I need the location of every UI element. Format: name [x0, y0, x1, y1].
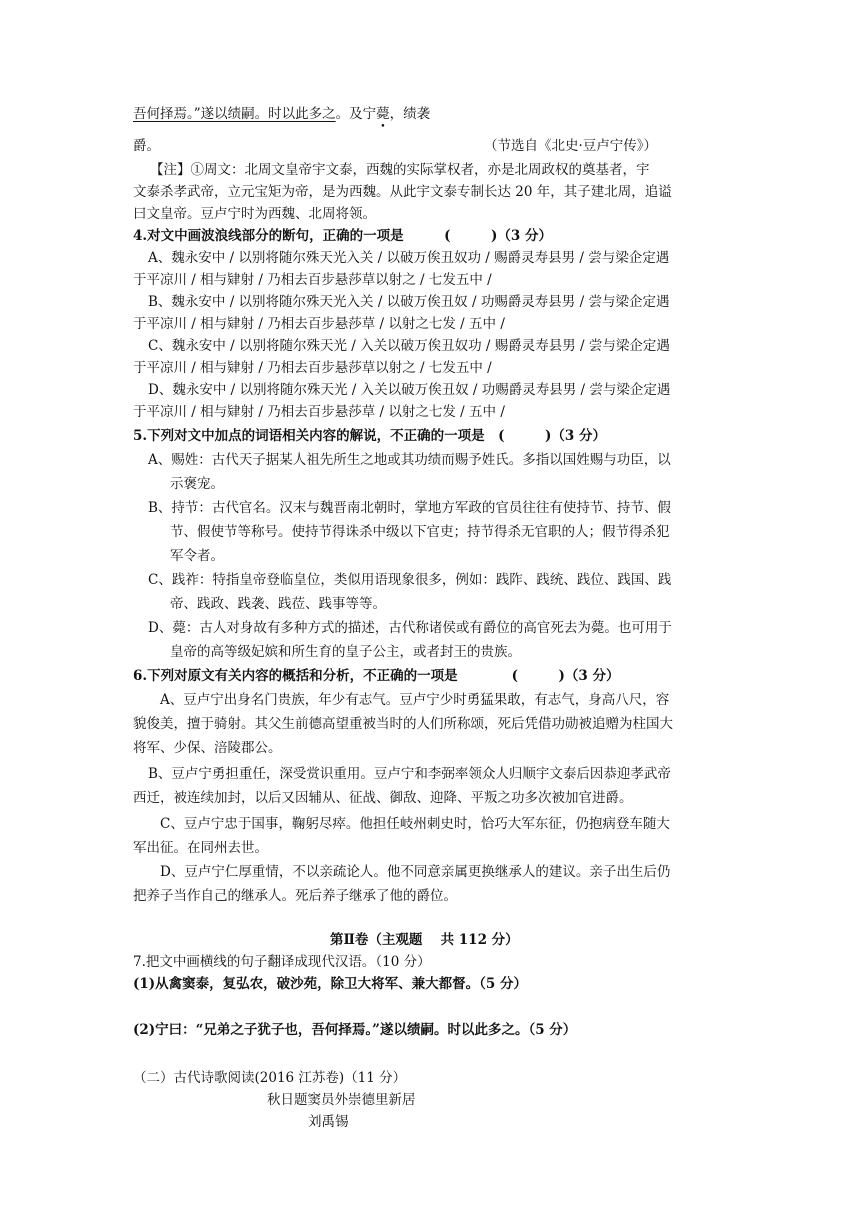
poem-author: 刘禹锡 — [308, 1114, 349, 1130]
q6-option-a-3: 将军、少保、涪陵郡公。 — [133, 740, 282, 756]
q7-sentence-1: (1)从禽窦泰，复弘农，破沙苑，除卫大将军、兼大都督。（5 分） — [133, 976, 528, 992]
q7-sentence-2: (2)宁曰：“兄弟之子犹子也，吾何择焉。”遂以绩嗣。时以此多之。（5 分） — [133, 1022, 577, 1038]
q4-option-c-2: 于平凉川 / 相与肄射 / 乃相去百步悬莎草以射之 / 七发五中 / — [133, 360, 492, 376]
q6-option-a-2: 貌俊美，擅于骑射。其父生前德高望重被当时的人们所称颂，死后凭借功勋被追赠为柱国大 — [133, 716, 673, 732]
dotted-char-hong: 薨 — [376, 106, 390, 122]
underlined-sentence-end: 吾何择焉。”遂以绩嗣。时以此多之 — [133, 106, 336, 122]
q5-option-a-1: A、赐姓：古代天子据某人祖先所生之地或其功绩而赐予姓氏。多指以国姓赐与功臣，以 — [148, 452, 671, 468]
q6-option-a-1: A、豆卢宁出身名门贵族，年少有志气。豆卢宁少时勇猛果敢，有志气，身高八尺，容 — [160, 692, 670, 708]
note-line-3: 曰文皇帝。豆卢宁时为西魏、北周将领。 — [133, 206, 376, 222]
q6-option-d-1: D、豆卢宁仁厚重情，不以亲疏论人。他不同意亲属更换继承人的建议。亲子出生后仍 — [160, 864, 671, 880]
q5-option-d-2: 皇帝的高等级妃嫔和所生育的皇子公主，或者封王的贵族。 — [170, 644, 521, 660]
q4-option-b-1: B、魏永安中 / 以别将随尔殊天光入关 / 以破万俟丑奴 / 功赐爵灵寿县男 / 尝与梁企定遇 — [148, 294, 670, 310]
q4-option-a-1: A、魏永安中 / 以别将随尔殊天光入关 / 以破万俟丑奴功 / 赐爵灵寿县男 / 尝与梁企定遇 — [148, 250, 670, 266]
q4-option-a-2: 于平凉川 / 相与肄射 / 乃相去百步悬莎草以射之 / 七发五中 / — [133, 272, 492, 288]
q5-option-b-3: 军令者。 — [170, 548, 224, 564]
q6-option-d-2: 把养子当作自己的继承人。死后养子继承了他的爵位。 — [133, 888, 457, 904]
q6-option-b-1: B、豆卢宁勇担重任，深受赏识重用。豆卢宁和李弼率领众人归顺宇文泰后因恭迎孝武帝 — [148, 766, 671, 782]
q6-option-c-2: 军出征。在同州去世。 — [133, 840, 268, 856]
q6-option-c-1: C、豆卢宁忠于国事，鞠躬尽瘁。他担任岐州刺史时，恰巧大军东征，仍抱病登车随大 — [160, 816, 670, 832]
q5-option-b-2: 节、假使节等称号。使持节得诛杀中级以下官吏；持节得杀无官职的人；假节得杀犯 — [170, 524, 670, 540]
q4-option-b-2: 于平凉川 / 相与肄射 / 乃相去百步悬莎草 / 以射之七发 / 五中 / — [133, 316, 505, 332]
q5-option-c-2: 帝、践政、践袭、践莅、践事等等。 — [170, 596, 386, 612]
poetry-section-heading: （二）古代诗歌阅读(2016 江苏卷)（11 分） — [133, 1070, 407, 1086]
q4-stem: 4.对文中画波浪线部分的断句，正确的一项是 ( )（3 分） — [133, 228, 552, 244]
q4-option-d-2: 于平凉川 / 相与肄射 / 乃相去百步悬莎草 / 以射之七发 / 五中 / — [133, 404, 505, 420]
poem-title: 秋日题窦员外崇德里新居 — [267, 1092, 416, 1108]
q7-stem: 7.把文中画横线的句子翻译成现代汉语。（10 分） — [133, 954, 431, 970]
q6-stem: 6.下列对原文有关内容的概括和分析，不正确的一项是 ( )（3 分） — [133, 668, 620, 684]
passage-end-line-1: 吾何择焉。”遂以绩嗣。时以此多之。及宁薨，绩袭 — [133, 106, 431, 122]
q5-stem: 5.下列对文中加点的词语相关内容的解说，不正确的一项是 ( )（3 分） — [133, 428, 606, 444]
q4-option-c-1: C、魏永安中 / 以别将随尔殊天光 / 入关以破万俟丑奴功 / 赐爵灵寿县男 / 尝与梁企定遇 — [148, 338, 670, 354]
note-line-2: 文泰杀孝武帝，立元宝矩为帝，是为西魏。从此宇文泰专制长达 20 年，其子建北周，追谥 — [133, 184, 672, 200]
q5-option-a-2: 示褒宠。 — [170, 476, 224, 492]
q5-option-b-1: B、持节：古代官名。汉末与魏晋南北朝时，掌地方军政的官员往往有使持节、持节、假 — [148, 500, 671, 516]
q5-option-c-1: C、践祚：特指皇帝登临皇位，类似用语现象很多，例如：践阼、践统、践位、践国、践 — [148, 572, 672, 588]
source-citation: （节选自《北史·豆卢宁传》） — [484, 138, 658, 154]
q6-option-b-2: 西迁，被连续加封，以后又因辅从、征战、御敌、迎降、平叛之功多次被加官进爵。 — [133, 790, 633, 806]
section-2-title: 第Ⅱ卷（主观题 共 112 分） — [330, 932, 519, 948]
q5-option-d-1: D、薨：古人对身故有多种方式的描述，古代称诸侯或有爵位的高官死去为薨。也可用于 — [148, 620, 672, 636]
note-line-1: 【注】①周文：北周文皇帝宇文泰，西魏的实际掌权者，亦是北周政权的奠基者，宇 — [150, 162, 650, 178]
q4-option-d-1: D、魏永安中 / 以别将随尔殊天光 / 入关以破万俟丑奴 / 功赐爵灵寿县男 / 尝与梁企定遇 — [148, 382, 671, 398]
passage-end-line-2: 爵。 — [133, 138, 160, 154]
